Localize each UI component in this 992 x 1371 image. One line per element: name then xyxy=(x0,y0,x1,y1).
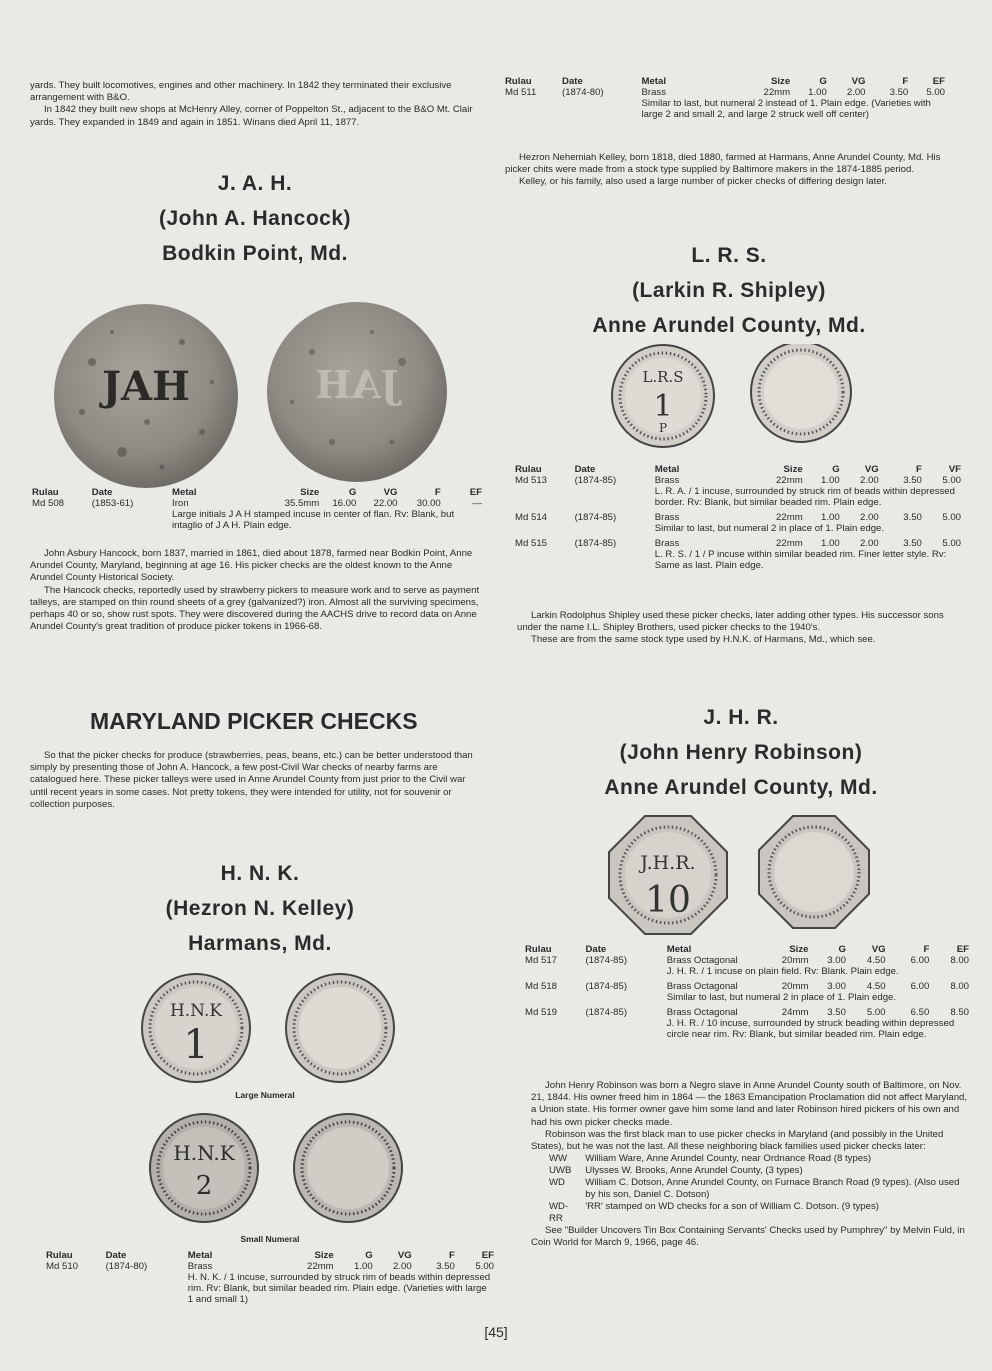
cell: 5.00 xyxy=(475,1261,494,1272)
lrs-coin-obverse xyxy=(612,345,714,447)
hnk-location: Harmans, Md. xyxy=(188,932,332,955)
list-text: William C. Dotson, Anne Arundel County, on Furnace Branch Road (9 types). (Also used by his son, Daniel C. Dotson) xyxy=(585,1177,960,1201)
hnk-paragraph-2: Kelley, or his family, also used a large number of picker checks of differing design later. xyxy=(519,176,887,188)
cell: 3.50 xyxy=(903,538,922,549)
hnk-heading xyxy=(30,856,490,961)
col-header: F xyxy=(923,944,930,955)
col-header: Rulau xyxy=(505,76,532,87)
jhr-location: Anne Arundel County, Md. xyxy=(604,776,878,799)
cell: 3.50 xyxy=(903,475,922,486)
cell: Brass xyxy=(187,1261,213,1272)
col-header: G xyxy=(819,76,827,87)
cell: (1874-85) xyxy=(585,1007,628,1018)
jhr-name: (John Henry Robinson) xyxy=(619,741,863,764)
table-row xyxy=(515,538,961,549)
col-header: EF xyxy=(481,1250,494,1261)
hnk-name: (Hezron N. Kelley) xyxy=(165,897,355,920)
list-text: 'RR' stamped on WD checks for a son of William C. Dotson. (9 types) xyxy=(585,1201,879,1213)
cell: 2.00 xyxy=(846,87,866,98)
jhr-description xyxy=(531,1080,973,1250)
cell: 1.00 xyxy=(821,475,840,486)
page-number: [45] xyxy=(484,1324,508,1340)
col-header: Size xyxy=(783,464,803,475)
col-header: Metal xyxy=(654,464,680,475)
hnk-coin-2-numeral: 2 xyxy=(195,1171,213,1201)
cell: (1874-80) xyxy=(562,87,604,98)
jhr-title: J. H. R. xyxy=(703,706,779,729)
col-header: Metal xyxy=(641,76,666,87)
jhr-heading xyxy=(513,700,969,805)
hnk-coin-1-numeral: 1 xyxy=(183,1022,209,1068)
cell: 1.00 xyxy=(808,87,827,98)
mpc-paragraph: So that the picker checks for produce (strawberries, peas, beans, etc.) can be better understood than simply by presenting those of John A. Hancock, a few post-Civil War checks of nearby farms are catalogued here. These picker talleys were used in Anne Arundel County from just prior to the Civil war until recent years in some cases. Not pretty tokens, they were intended for utility, not for souvenir or collection purposes. xyxy=(30,750,473,810)
col-header: VG xyxy=(864,464,879,475)
cell: 6.00 xyxy=(910,955,930,966)
jah-coin-letters: JAH xyxy=(102,363,190,410)
caption-small-numeral: Small Numeral xyxy=(240,1234,300,1244)
col-header: G xyxy=(838,944,846,955)
jah-location: Bodkin Point, Md. xyxy=(162,242,348,265)
table-row xyxy=(515,475,961,486)
row-note: J. H. R. / 1 incuse on plain field. Rv: Blank. Plain edge. xyxy=(666,966,899,977)
hnk-description xyxy=(505,152,945,189)
row-note: Similar to last, but numeral 2 in place of 1. Plain edge. xyxy=(654,523,885,534)
cell: (1874-85) xyxy=(574,538,617,549)
table-row xyxy=(525,1007,969,1018)
jah-coin-reverse xyxy=(267,302,447,482)
table-row xyxy=(32,498,482,509)
intro-paragraph-2: In 1842 they built new shops at McHenry Alley, corner of Poppelton St., adjacent to the B&O Mt. Clair yards. They expanded in 1849 and again in 1851. Winans died April 11, 1877. xyxy=(30,104,473,128)
lrs-coin-numeral: 1 xyxy=(653,389,673,424)
cell: 1.00 xyxy=(821,538,840,549)
col-header: VG xyxy=(397,1250,412,1261)
cell: 3.50 xyxy=(827,1007,846,1018)
mpc-description xyxy=(30,750,482,811)
col-header: G xyxy=(348,487,357,498)
cell: 5.00 xyxy=(942,475,961,486)
cell: 22.00 xyxy=(373,498,398,509)
hnk-coin-1-reverse xyxy=(286,974,394,1082)
cell: Brass xyxy=(654,538,680,549)
list-text: Ulysses W. Brooks, Anne Arundel County, (3 types) xyxy=(585,1165,803,1177)
cell: Md 519 xyxy=(525,1007,557,1018)
cell: 2.00 xyxy=(860,512,879,523)
black-families-list xyxy=(549,1153,973,1225)
jhr-coin-reverse xyxy=(759,816,869,928)
col-header: EF xyxy=(956,944,969,955)
jhr-catalog-table xyxy=(525,944,969,1040)
cell: Md 513 xyxy=(515,475,547,486)
cell: Iron xyxy=(172,498,189,509)
cell: Md 511 xyxy=(505,87,537,98)
lrs-catalog-table xyxy=(515,464,961,571)
jah-note: Large initials J A H stamped incuse in center of flan. Rv: Blank, but intaglio of J A H. Plain edge. xyxy=(172,509,455,531)
list-item xyxy=(549,1177,973,1201)
cell: 6.50 xyxy=(910,1007,930,1018)
lrs-heading xyxy=(505,238,953,343)
maryland-picker-checks-title: MARYLAND PICKER CHECKS xyxy=(90,708,418,734)
jah-paragraph-1: John Asbury Hancock, born 1837, married in 1861, died about 1878, farmed near Bodkin Point, Anne Arundel County, Maryland, beginning at age 16. His picker checks are the oldest known to the Anne Arundel County Historical Society. xyxy=(30,548,473,584)
md511-note: Similar to last, but numeral 2 instead of 1. Plain edge. (Varieties with large 2 and small 2, and large 2 struck well off center) xyxy=(641,98,931,120)
cell: 4.50 xyxy=(866,955,886,966)
jah-catalog-table xyxy=(32,487,482,531)
hnk-note: H. N. K. / 1 incuse, surrounded by struck rim of beads within depressed rim. Rv: Blank, but similar beaded rim. Plain edge. (Varieties with large 1 and small 1) xyxy=(187,1272,491,1305)
col-header: Rulau xyxy=(515,464,542,475)
cell: Brass Octagonal xyxy=(666,1007,738,1018)
hnk-coin-row-small xyxy=(148,1112,408,1224)
cell: Brass xyxy=(654,475,680,486)
intro-text xyxy=(30,80,480,129)
jhr-paragraph-1: John Henry Robinson was born a Negro slave in Anne Arundel County south of Baltimore, on Nov. 21, 1844. His owner freed him in 1864 — the 1863 Emancipation Proclamation did not affect Maryland, a Union state. His former owner gave him some land and later Robinson hired pickers of his own and had his own picker checks made. xyxy=(531,1080,968,1128)
col-header: VG xyxy=(851,76,866,87)
cell: 2.00 xyxy=(393,1261,412,1272)
hnk-catalog-table xyxy=(46,1250,494,1305)
cell: 3.00 xyxy=(827,955,846,966)
cell: 1.00 xyxy=(821,512,840,523)
cell: 5.00 xyxy=(942,512,961,523)
col-header: VG xyxy=(871,944,886,955)
hnk-coin-2-reverse xyxy=(294,1114,402,1222)
cell: 22mm xyxy=(776,538,803,549)
hnk-coin-1-letters: H.N.K xyxy=(169,1001,223,1021)
jhr-coin-images xyxy=(607,814,877,940)
col-header: Date xyxy=(562,76,583,87)
hnk-coin-row-large xyxy=(140,972,400,1084)
cell: 16.00 xyxy=(332,498,357,509)
lrs-description xyxy=(517,610,961,647)
see-reference: See "Builder Uncovers Tin Box Containing Servants' Checks used by Pumphrey" by Melvin Fuld, in Coin World for March 9, 1966, page 46. xyxy=(531,1225,965,1249)
row-note: Similar to last, but numeral 2 in place of 1. Plain edge. xyxy=(666,992,897,1003)
cell: (1874-85) xyxy=(574,475,617,486)
col-header: Size xyxy=(314,1250,334,1261)
jah-title: J. A. H. xyxy=(217,172,293,195)
jah-paragraph-2: The Hancock checks, reportedly used by strawberry pickers to measure work and to serve as payment talleys, are stamped on thin round sheets of a grey (galvanized?) iron. Almost all the surviving specimens, perhaps 40 or so, show rust spots. They were discovered during the AACHS drive to record data on Anne Arundel County's great tradition of produce picker tokens in 1966-68. xyxy=(30,584,480,633)
col-header: Metal xyxy=(172,487,197,498)
list-code: WD xyxy=(549,1177,565,1189)
col-header: Rulau xyxy=(525,944,552,955)
cell: 3.50 xyxy=(889,87,909,98)
cell: 35.5mm xyxy=(284,498,320,509)
caption-large-numeral: Large Numeral xyxy=(235,1090,295,1100)
jhr-coin-numeral: 10 xyxy=(645,880,691,921)
jah-description xyxy=(30,548,480,633)
hnk-coin-1-obverse xyxy=(142,974,250,1082)
col-header: F xyxy=(902,76,909,87)
cell: 24mm xyxy=(781,1007,809,1018)
cell: Brass xyxy=(641,87,666,98)
col-header: EF xyxy=(932,76,945,87)
col-header: Size xyxy=(789,944,809,955)
list-code: WW xyxy=(549,1153,568,1165)
list-item xyxy=(549,1201,973,1225)
col-header: VG xyxy=(383,487,398,498)
cell: (1874-80) xyxy=(105,1261,148,1272)
lrs-coin-letters: L.R.S xyxy=(642,368,684,386)
col-header: Rulau xyxy=(32,487,59,498)
cell: 1.00 xyxy=(354,1261,373,1272)
cell: 6.00 xyxy=(910,981,930,992)
table-row xyxy=(515,512,961,523)
list-item xyxy=(549,1153,973,1165)
row-note: J. H. R. / 10 incuse, surrounded by struck beading within depressed circle near rim. Rv: Blank, but similar beaded rim. Plain edge. xyxy=(666,1018,955,1040)
jhr-paragraph-2: Robinson was the first black man to use picker checks in Maryland (and possibly in the United States), but he was not the last. All these neighboring black families used picker checks later: xyxy=(531,1128,944,1153)
col-header: F xyxy=(434,487,441,498)
row-note: L. R. S. / 1 / P incuse within similar beaded rim. Finer letter style. Rv: Same as last. Plain edge. xyxy=(654,549,947,571)
jhr-coin-obverse xyxy=(609,816,727,934)
svg-text:JAH: JAH xyxy=(315,362,399,407)
md511-catalog-table xyxy=(505,76,945,120)
cell: (1874-85) xyxy=(585,955,628,966)
col-header: Date xyxy=(574,464,596,475)
jah-coin-obverse xyxy=(54,304,238,488)
cell: 5.00 xyxy=(926,87,945,98)
lrs-name: (Larkin R. Shipley) xyxy=(632,279,826,302)
cell: 4.50 xyxy=(866,981,886,992)
lrs-paragraph-2: These are from the same stock type used by H.N.K. of Harmans, Md., which see. xyxy=(531,634,876,646)
cell: Md 515 xyxy=(515,538,547,549)
cell: 3.50 xyxy=(436,1261,455,1272)
col-header: F xyxy=(449,1250,455,1261)
cell: 5.00 xyxy=(942,538,961,549)
list-code: WD-RR xyxy=(549,1201,569,1225)
jhr-coin-letters: J.H.R. xyxy=(640,852,696,874)
lrs-title: L. R. S. xyxy=(691,244,767,267)
lrs-coin-images xyxy=(611,344,861,450)
col-header: Date xyxy=(105,1250,127,1261)
cell: 8.00 xyxy=(950,981,969,992)
cell: Md 514 xyxy=(515,512,547,523)
list-item xyxy=(549,1165,973,1177)
cell: (1874-85) xyxy=(585,981,628,992)
hnk-coin-2-letters: H.N.K xyxy=(173,1141,235,1165)
cell: Md 508 xyxy=(32,498,64,509)
list-text: William Ware, Anne Arundel County, near Ordnance Road (8 types) xyxy=(585,1153,872,1165)
cell: 2.00 xyxy=(860,475,879,486)
cell: 3.00 xyxy=(827,981,846,992)
cell: 20mm xyxy=(781,981,809,992)
lrs-location: Anne Arundel County, Md. xyxy=(592,314,866,337)
cell: (1874-85) xyxy=(574,512,617,523)
cell: (1853-61) xyxy=(91,498,134,509)
table-row xyxy=(505,87,945,98)
cell: Brass Octagonal xyxy=(666,981,738,992)
lrs-coin-p: P xyxy=(658,421,668,435)
jah-name: (John A. Hancock) xyxy=(158,207,352,230)
cell: 22mm xyxy=(776,475,803,486)
table-row xyxy=(525,981,969,992)
hnk-coin-2-obverse xyxy=(150,1114,258,1222)
cell: Md 518 xyxy=(525,981,557,992)
cell: 8.00 xyxy=(950,955,969,966)
hnk-title: H. N. K. xyxy=(220,862,300,885)
col-header: Date xyxy=(585,944,607,955)
cell: Md 517 xyxy=(525,955,557,966)
lrs-coin-reverse xyxy=(751,344,851,442)
cell: 2.00 xyxy=(860,538,879,549)
col-header: Date xyxy=(91,487,113,498)
table-row xyxy=(46,1261,494,1272)
intro-paragraph-1: yards. They built locomotives, engines and other machinery. In 1842 they terminated their exclusive arrangement with B&O. xyxy=(30,80,452,104)
row-note: L. R. A. / 1 incuse, surrounded by struck rim of beads within depressed border. Rv: Blank, but similar beaded rim. Plain edge. xyxy=(654,486,955,508)
col-header: Metal xyxy=(666,944,692,955)
hnk-paragraph-1: Hezron Nehemiah Kelley, born 1818, died 1880, farmed at Harmans, Anne Arundel County, Md. His picker chits were made from a stock type supplied by Baltimore makers in the 1874-1885 period. xyxy=(505,152,941,176)
cell: Md 510 xyxy=(46,1261,78,1272)
cell: 22mm xyxy=(307,1261,334,1272)
col-header: Metal xyxy=(187,1250,213,1261)
col-header: G xyxy=(365,1250,373,1261)
cell: Brass xyxy=(654,512,680,523)
cell: 5.00 xyxy=(866,1007,886,1018)
col-header: EF xyxy=(469,487,482,498)
cell: 3.50 xyxy=(903,512,922,523)
cell: 22mm xyxy=(776,512,803,523)
col-header: Rulau xyxy=(46,1250,73,1261)
lrs-paragraph-1: Larkin Rodolphus Shipley used these picker checks, later adding other types. His successor sons under the name I.L. Shipley Brothers, used picker checks to the 1940's. xyxy=(517,610,944,634)
cell: 30.00 xyxy=(416,498,441,509)
cell: 22mm xyxy=(763,87,791,98)
table-row xyxy=(525,955,969,966)
cell: Brass Octagonal xyxy=(666,955,738,966)
cell: — xyxy=(472,498,482,509)
col-header: Size xyxy=(300,487,320,498)
col-header: Size xyxy=(770,76,791,87)
col-header: G xyxy=(832,464,840,475)
jah-heading xyxy=(30,166,480,271)
cell: 20mm xyxy=(781,955,809,966)
list-code: UWB xyxy=(549,1165,572,1177)
col-header: F xyxy=(916,464,922,475)
col-header: VF xyxy=(948,464,961,475)
cell: 8.50 xyxy=(950,1007,969,1018)
jah-coin-images xyxy=(52,302,452,492)
